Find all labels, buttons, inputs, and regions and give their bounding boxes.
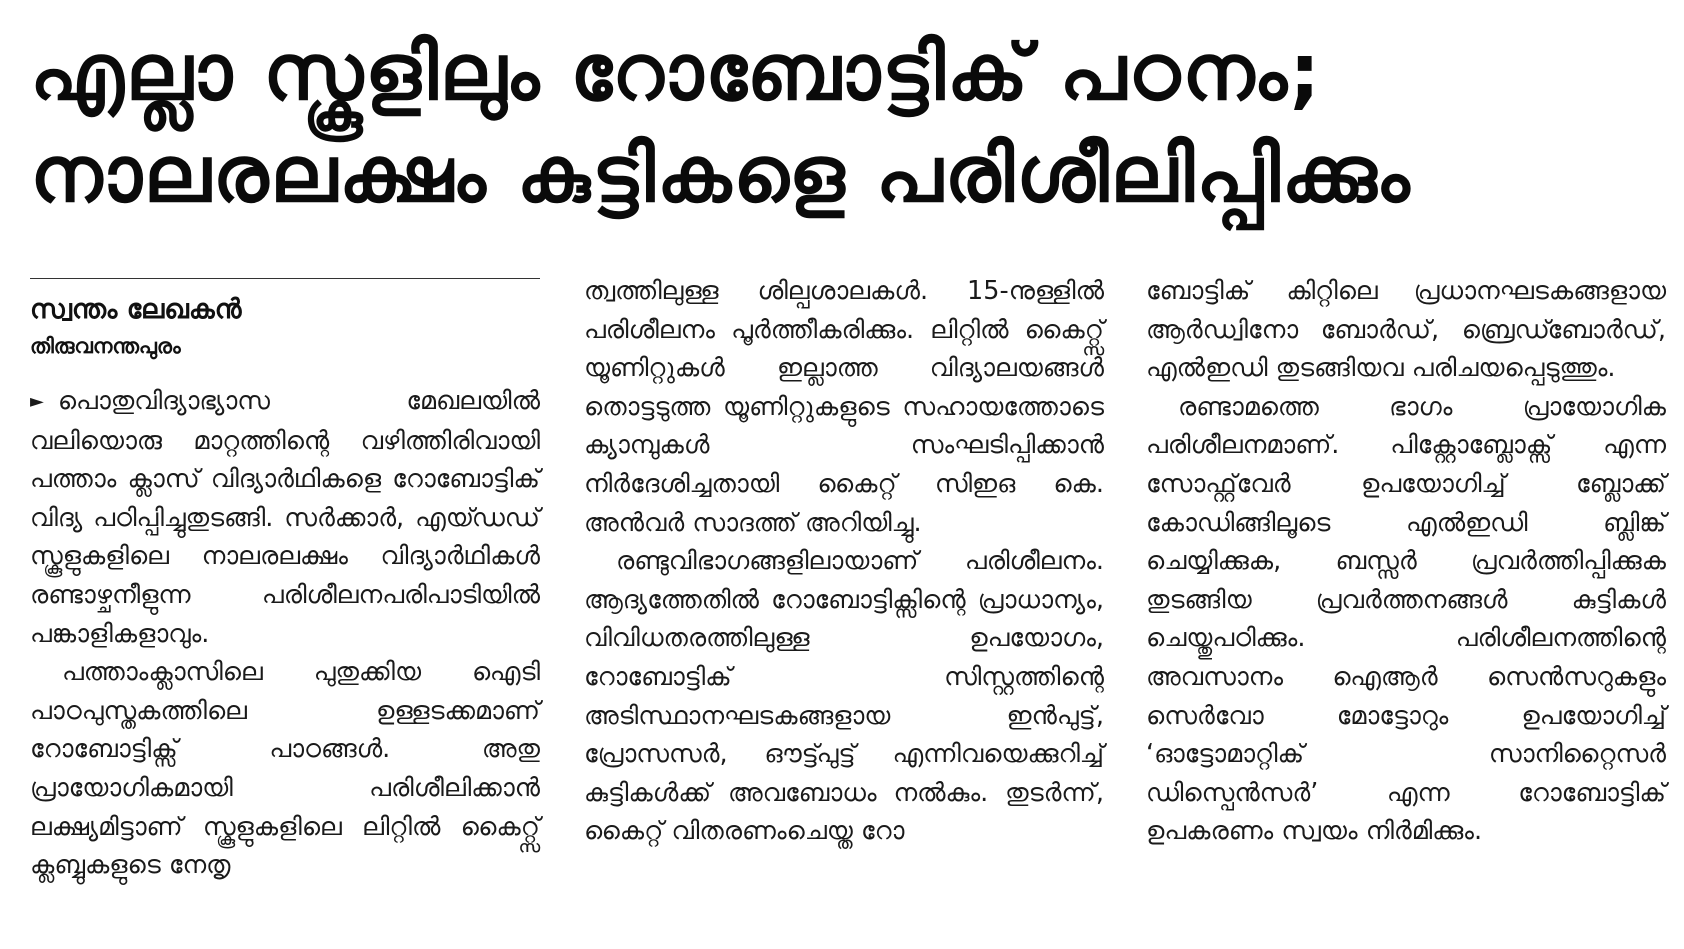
col2-paragraph-2: രണ്ടുവിഭാഗങ്ങളിലായാണ് പരിശീലനം. ആദ്യത്തേതിൽ റോബോട്ടിക്സിന്റെ പ്രാധാന്യം, വിവിധതരത്തിലുള്ള ഉപയോഗം, റോബോട്ടിക് സിസ്റ്റത്തിന്റെ അടിസ്ഥാനഘടകങ്ങളായ ഇൻപുട്ട്, പ്രോസസർ, ഔട്ട്പുട്ട് എന്നിവയെക്കുറിച്ച് കുട്ടികൾക്ക് അവബോധം നൽകും. തുടർന്ന്, കൈറ്റ് വിതരണംചെയ്ത റോ [584,546,1104,847]
byline-author: സ്വന്തം ലേഖകൻ [30,294,242,325]
article-column-2 [584,272,1104,851]
col2-paragraph-1: ത്വത്തിലുള്ള ശില്പശാലകൾ. 15-നുള്ളിൽ പരിശീലനം പൂർത്തീകരിക്കും. ലിറ്റിൽ കൈറ്റ്സ് യൂണിറ്റുകൾ ഇല്ലാത്ത വിദ്യാലയങ്ങൾ തൊട്ടടുത്ത യൂണിറ്റുകളുടെ സഹായത്തോടെ ക്യാമ്പുകൾ സംഘടിപ്പിക്കാൻ നിർദേശിച്ചതായി കൈറ്റ് സിഇഒ കെ. അൻവർ സാദത്ത് അറിയിച്ചു. [584,276,1104,538]
byline [30,290,241,362]
col1-paragraph-1 [30,382,540,653]
col1-paragraph-1-text: പൊതുവിദ്യാഭ്യാസ മേഖലയിൽ വലിയൊരു മാറ്റത്തിന്റെ വഴിത്തിരിവായി പത്താം ക്ലാസ് വിദ്യാർഥികളെ റോബോട്ടിക് വിദ്യ പഠിപ്പിച്ചുതുടങ്ങി. സർക്കാർ, എയ്ഡഡ് സ്കൂളുകളിലെ നാലരലക്ഷം വിദ്യാർഥികൾ രണ്ടാഴ്ചനീളുന്ന പരിശീലനപരിപാടിയിൽ പങ്കാളികളാവും. [30,386,540,649]
col1-paragraph-2: പത്താംക്ലാസിലെ പുതുക്കിയ ഐടി പാഠപുസ്തകത്തിലെ ഉള്ളടക്കമാണ് റോബോട്ടിക്സ് പാഠങ്ങൾ. അതു പ്രായോഗികമായി പരിശീലിക്കാൻ ലക്ഷ്യമിട്ടാണ് സ്കൂളുകളിലെ ലിറ്റിൽ കൈറ്റ്സ് ക്ലബ്ബുകളുടെ നേതൃ [30,657,540,881]
col3-paragraph-1: ബോട്ടിക് കിറ്റിലെ പ്രധാനഘടകങ്ങളായ ആർഡ്വിനോ ബോർഡ്, ബ്രെഡ്ബോർഡ്, എൽഇഡി തുടങ്ങിയവ പരിചയപ്പെടുത്തും. [1146,276,1666,384]
bullet-marker: ► [30,391,44,412]
article-column-3 [1146,272,1666,851]
col3-paragraph-2: രണ്ടാമത്തെ ഭാഗം പ്രായോഗിക പരിശീലനമാണ്. പിക്റ്റോബ്ലോക്സ് എന്ന സോഫ്റ്റ്‌വേർ ഉപയോഗിച്ച് ബ്ലോക്ക് കോഡിങ്ങിലൂടെ എൽഇഡി ബ്ലിങ്ക് ചെയ്യിക്കുക, ബസ്സർ പ്രവർത്തിപ്പിക്കുക തുടങ്ങിയ പ്രവർത്തനങ്ങൾ കുട്ടികൾ ചെയ്തുപഠിക്കും. പരിശീലനത്തിന്റെ അവസാനം ഐആർ സെൻസറുകളും സെർവോ മോട്ടോറും ഉപയോഗിച്ച് ‘ഓട്ടോമാറ്റിക് സാനിറ്റൈസർ ഡിസ്പെൻസർ’ എന്ന റോബോട്ടിക് ഉപകരണം സ്വയം നിർമിക്കും. [1146,391,1666,847]
article-column-1-body [30,382,540,885]
byline-divider [30,278,540,279]
headline [30,22,1670,226]
headline-line-1: എല്ലാ സ്കൂളിലും റോബോട്ടിക് പഠനം; [30,28,1323,118]
byline-place: തിരുവനന്തപുരം [30,334,181,358]
headline-line-2: നാലരലക്ഷം കുട്ടികളെ പരിശീലിപ്പിക്കും [30,130,1412,220]
